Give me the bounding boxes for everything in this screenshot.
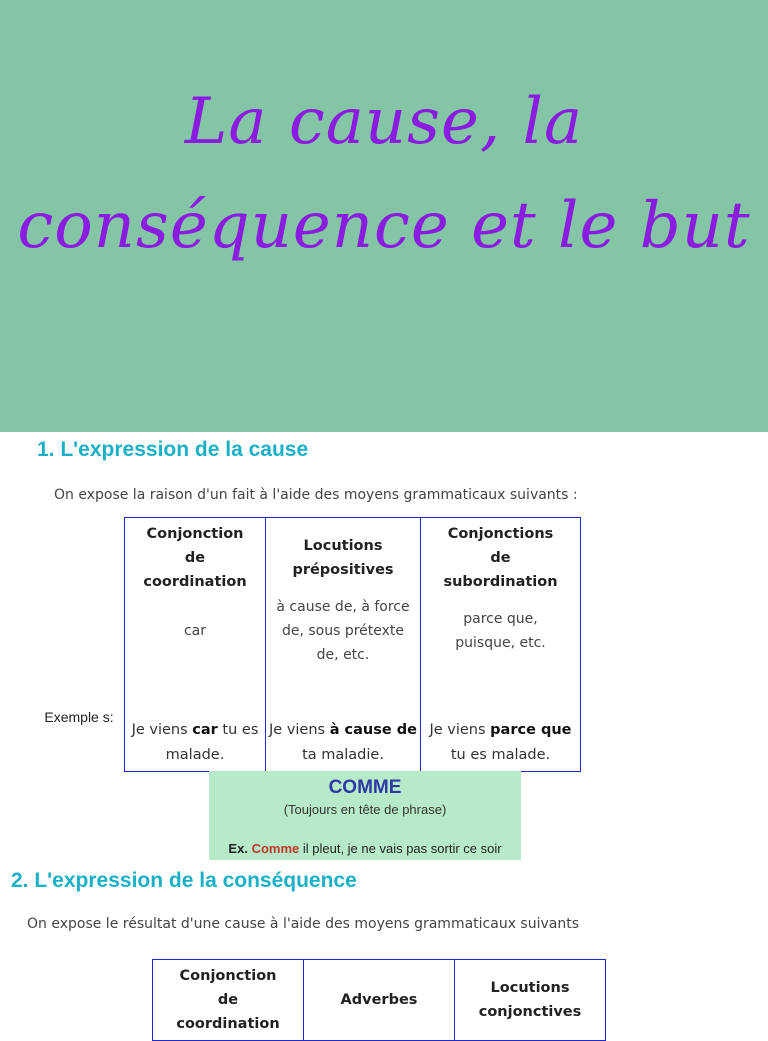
title-line-2: conséquence et le but <box>17 189 751 263</box>
section-2-heading: 2. L'expression de la conséquence <box>11 869 357 892</box>
consequence-col-conjunctive-locutions <box>455 960 606 1041</box>
column-header: Conjonction de coordination <box>176 968 280 1032</box>
column-header: Conjonctions de subordination <box>443 526 558 590</box>
column-example: Je viens car tu es malade. <box>131 722 259 763</box>
title-banner <box>0 0 768 432</box>
cause-table <box>124 517 581 772</box>
column-value: car <box>183 623 207 639</box>
column-header: Conjonction de coordination <box>143 526 247 590</box>
cause-col-prepositions <box>266 518 421 772</box>
comme-example: Ex. Comme il pleut, je ne vais pas sortir ce soir <box>228 841 502 856</box>
comme-note: (Toujours en tête de phrase) <box>283 802 447 817</box>
section-2-intro: On expose le résultat d'une cause à l'aide des moyens grammaticaux suivants <box>27 916 580 932</box>
consequence-col-coordination <box>153 960 304 1041</box>
column-value: parce que, puisque, etc. <box>455 611 546 651</box>
page-title <box>0 70 768 278</box>
column-example: Je viens parce que tu es malade. <box>429 722 572 763</box>
section-1-intro: On expose la raison d'un fait à l'aide des moyens grammaticaux suivants : <box>54 487 578 503</box>
column-header: Locutions prépositives <box>292 538 394 578</box>
comme-note-box <box>209 771 521 860</box>
examples-label: Exemple s: <box>44 709 114 725</box>
consequence-table <box>152 959 606 1041</box>
consequence-col-adverbs <box>304 960 455 1041</box>
cause-col-coordination <box>125 518 266 772</box>
comme-title: COMME <box>328 777 402 798</box>
column-header: Adverbes <box>340 992 418 1008</box>
title-line-1: La cause, la <box>184 85 584 159</box>
column-example: Je viens à cause de ta maladie. <box>269 722 417 763</box>
cause-col-subordination <box>421 518 581 772</box>
column-value: à cause de, à force de, sous prétexte de, etc. <box>276 599 410 663</box>
column-header: Locutions conjonctives <box>478 980 582 1020</box>
section-1-heading: 1. L'expression de la cause <box>37 438 309 461</box>
